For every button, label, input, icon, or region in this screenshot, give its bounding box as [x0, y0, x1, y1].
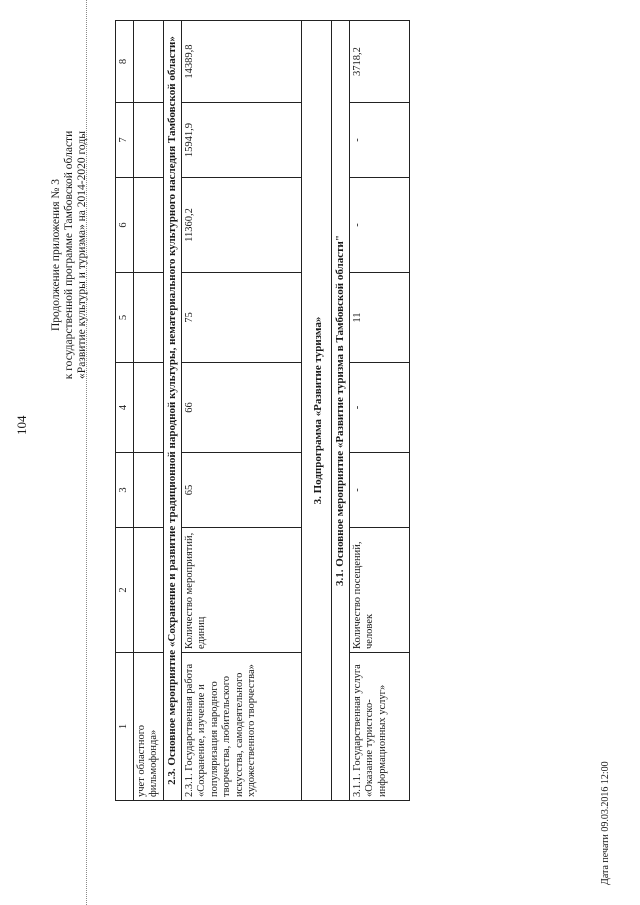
col-header-3: 3	[116, 453, 134, 528]
row-3-1-1-indicator: Количество посещений, человек	[349, 528, 409, 653]
section-row	[331, 21, 349, 801]
section-row	[301, 21, 331, 801]
row-3-1-1-col6: -	[349, 178, 409, 273]
header-line-3: «Развитие культуры и туризма» на 2014-2020 годы	[76, 131, 88, 379]
row-2-3-1-col6: 11360,2	[181, 178, 301, 273]
col-header-6: 6	[116, 178, 134, 273]
table-row	[133, 21, 163, 801]
header-line-2: к государственной программе Тамбовской области	[63, 130, 75, 380]
table-row	[181, 21, 301, 801]
page-number: 104	[14, 415, 29, 435]
col-header-4: 4	[116, 363, 134, 453]
column-number-row	[116, 21, 134, 801]
row-3-1-1-col8: 3718,2	[349, 21, 409, 103]
section-row	[163, 21, 181, 801]
print-date: Дата печати 09.03.2016 12:00	[600, 761, 611, 885]
header-line-1: Продолжение приложения № 3	[50, 178, 62, 332]
col-header-1: 1	[116, 653, 134, 801]
data-table	[115, 20, 410, 801]
col-header-8: 8	[116, 21, 134, 103]
fold-line	[86, 0, 87, 905]
section-3-1-title: 3.1. Основное мероприятие «Развитие туризма в Тамбовской области"	[331, 21, 349, 801]
row-2-3-1-indicator: Количество мероприятий, единиц	[181, 528, 301, 653]
row-2-3-1-col8: 14389,8	[181, 21, 301, 103]
row-2-3-1-col3: 65	[181, 453, 301, 528]
row-2-3-1-col4: 66	[181, 363, 301, 453]
col-header-2: 2	[116, 528, 134, 653]
row-2-3-1-col5: 75	[181, 273, 301, 363]
row-3-1-1-col3: -	[349, 453, 409, 528]
subprogram-3-title: 3. Подпрограмма «Развитие туризма»	[301, 21, 331, 801]
col-header-5: 5	[116, 273, 134, 363]
row-2-3-1-col7: 15941,9	[181, 103, 301, 178]
row-3-1-1-col7: -	[349, 103, 409, 178]
row-3-1-1-name: 3.1.1. Государственная услуга «Оказание туристско-информационных услуг»	[349, 653, 409, 801]
row-3-1-1-col5: 11	[349, 273, 409, 363]
row-3-1-1-col4: -	[349, 363, 409, 453]
appendix-header	[50, 75, 89, 435]
continuation-cell: учет областного фильмофонда»	[133, 653, 163, 801]
section-2-3-title: 2.3. Основное мероприятие «Сохранение и развитие традиционной народной культуры, нематериального культурного наследия Тамбовской области»	[163, 21, 181, 801]
col-header-7: 7	[116, 103, 134, 178]
row-2-3-1-name: 2.3.1. Государственная работа «Сохранение, изучение и популяризация народного творчества, любительского искусства, самодеятельного художественного творчества»	[181, 653, 301, 801]
table-row	[349, 21, 409, 801]
